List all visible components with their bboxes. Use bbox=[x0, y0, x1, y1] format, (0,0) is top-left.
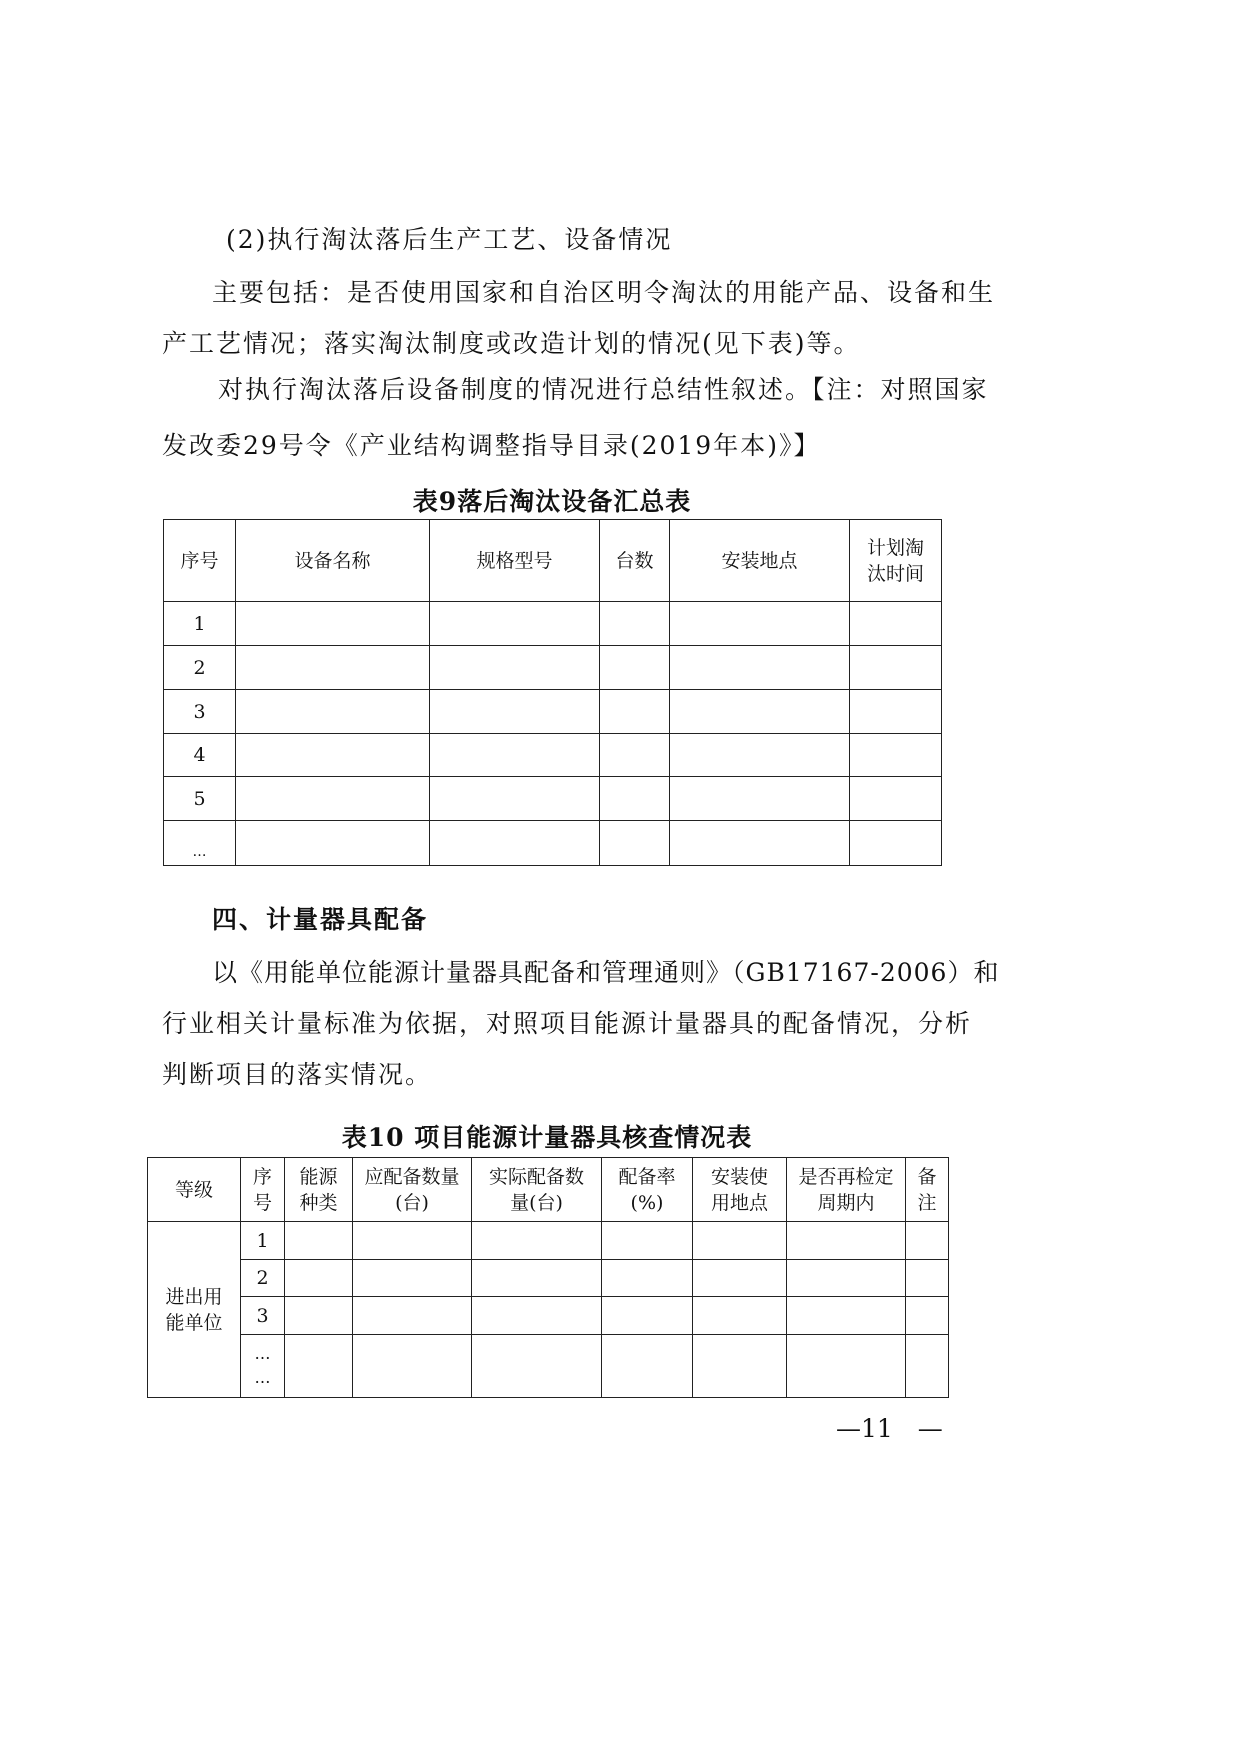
table10-header-cell: 实际配备数 量(台) bbox=[472, 1158, 602, 1222]
row-number: 3 bbox=[241, 1297, 285, 1335]
group-label-cell: 进出用 能单位 bbox=[148, 1222, 241, 1398]
table-row bbox=[164, 821, 942, 866]
row-number: 4 bbox=[164, 734, 236, 777]
paragraph-line: 判断项目的落实情况。 bbox=[162, 1060, 433, 1089]
row-number: 2 bbox=[164, 646, 236, 690]
table10-header-cell: 应配备数量 (台) bbox=[353, 1158, 472, 1222]
table9-header-cell: 规格型号 bbox=[430, 520, 600, 602]
paragraph-line: 以《用能单位能源计量器具配备和管理通则》（GB17167-2006）和 bbox=[212, 958, 1000, 987]
table10-header-cell: 是否再检定 周期内 bbox=[787, 1158, 906, 1222]
paragraph-line: 主要包括：是否使用国家和自治区明令淘汰的用能产品、设备和生 bbox=[212, 278, 996, 307]
row-number: … … bbox=[241, 1335, 285, 1398]
paragraph-line: 发改委29号令《产业结构调整指导目录(2019年本)》】 bbox=[162, 431, 821, 460]
table-row bbox=[148, 1222, 949, 1260]
table-row bbox=[148, 1335, 949, 1398]
section-item-title: (2)执行淘汰落后生产工艺、设备情况 bbox=[226, 225, 673, 254]
row-number: 1 bbox=[164, 602, 236, 646]
table9-header-row bbox=[164, 520, 942, 602]
table10-header-cell: 等级 bbox=[148, 1158, 241, 1222]
table9-header-cell: 安装地点 bbox=[670, 520, 850, 602]
paragraph-line: 行业相关计量标准为依据，对照项目能源计量器具的配备情况，分析 bbox=[162, 1009, 973, 1038]
table10-header-cell: 备 注 bbox=[906, 1158, 949, 1222]
paragraph-line: 对执行淘汰落后设备制度的情况进行总结性叙述。【注：对照国家 bbox=[218, 375, 989, 404]
row-number: … bbox=[164, 821, 236, 866]
paragraph-line: 产工艺情况；落实淘汰制度或改造计划的情况(见下表)等。 bbox=[162, 329, 861, 358]
table-row bbox=[148, 1297, 949, 1335]
row-number: 3 bbox=[164, 690, 236, 734]
table9-header-cell: 序号 bbox=[164, 520, 236, 602]
table-row bbox=[148, 1260, 949, 1297]
table9-header-cell: 台数 bbox=[600, 520, 670, 602]
row-number: 2 bbox=[241, 1260, 285, 1297]
table10-caption: 表10 项目能源计量器具核查情况表 bbox=[341, 1123, 753, 1152]
table-row bbox=[164, 734, 942, 777]
table10-header-cell: 安装使 用地点 bbox=[693, 1158, 787, 1222]
row-number: 1 bbox=[241, 1222, 285, 1260]
table-row bbox=[164, 777, 942, 821]
table9-caption: 表9落后淘汰设备汇总表 bbox=[412, 487, 692, 516]
table10 bbox=[147, 1157, 949, 1398]
table10-header-row bbox=[148, 1158, 949, 1222]
table-row bbox=[164, 602, 942, 646]
table9 bbox=[163, 519, 942, 866]
table-row bbox=[164, 690, 942, 734]
table-row bbox=[164, 646, 942, 690]
table9-header-cell: 设备名称 bbox=[236, 520, 430, 602]
page-number: —11 — bbox=[836, 1414, 943, 1443]
section4-heading: 四、计量器具配备 bbox=[212, 905, 429, 934]
table10-header-cell: 配备率 (%) bbox=[602, 1158, 693, 1222]
table10-header-cell: 序 号 bbox=[241, 1158, 285, 1222]
table10-header-cell: 能源 种类 bbox=[285, 1158, 353, 1222]
row-number: 5 bbox=[164, 777, 236, 821]
table9-header-cell: 计划淘 汰时间 bbox=[850, 520, 942, 602]
